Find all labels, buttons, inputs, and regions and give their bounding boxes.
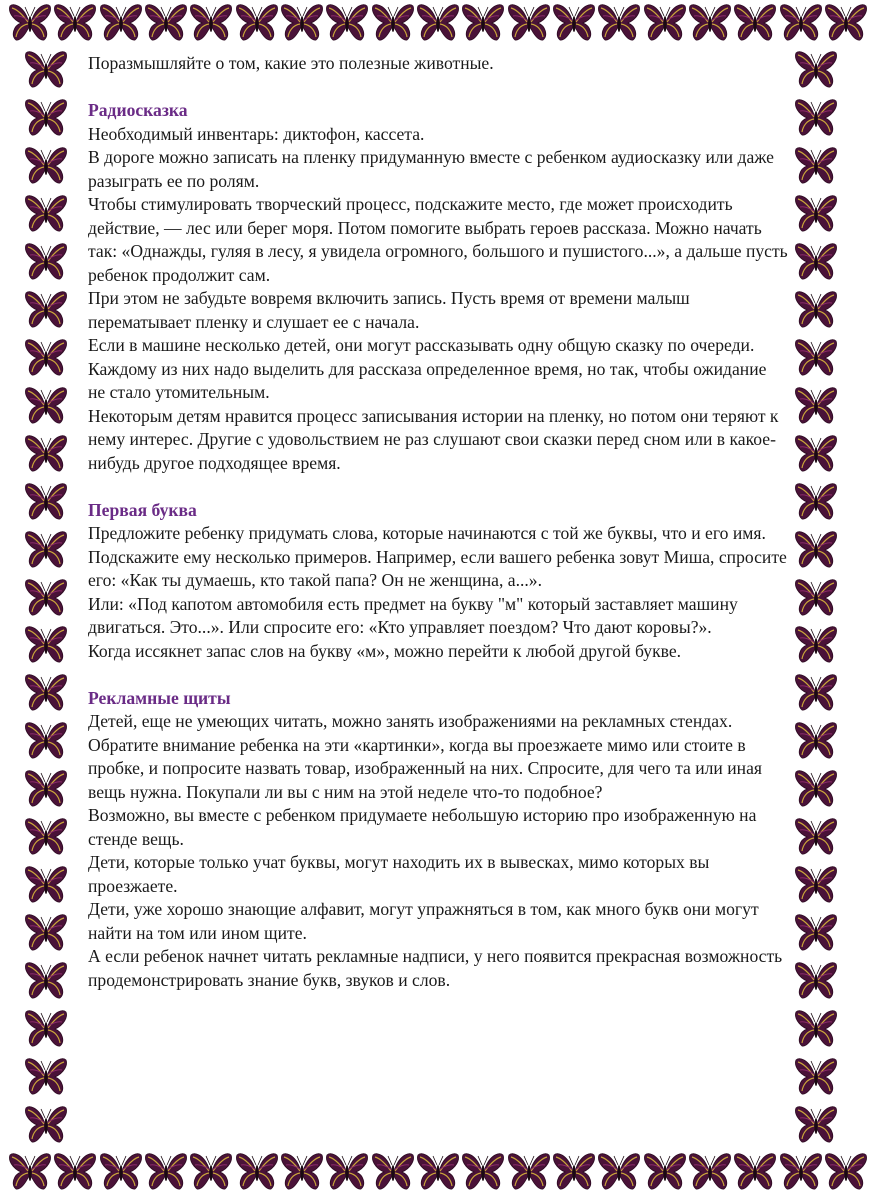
butterfly-icon <box>24 482 68 522</box>
butterfly-icon <box>99 3 143 43</box>
butterfly-icon <box>144 3 188 43</box>
paragraph: Когда иссякнет запас слов на букву «м», можно перейти к любой другой букве. <box>88 640 682 661</box>
butterfly-icon <box>24 721 68 761</box>
butterfly-icon <box>189 3 233 43</box>
butterfly-icon <box>794 338 838 378</box>
butterfly-icon <box>24 290 68 330</box>
butterfly-icon <box>416 1152 460 1192</box>
butterfly-icon <box>24 673 68 713</box>
butterfly-icon <box>24 913 68 953</box>
butterfly-icon <box>824 3 868 43</box>
butterfly-icon <box>24 98 68 138</box>
butterfly-icon <box>371 3 415 43</box>
section-heading: Радиосказка <box>88 100 188 120</box>
butterfly-icon <box>280 3 324 43</box>
section-spacer <box>88 475 788 499</box>
butterfly-icon <box>794 290 838 330</box>
butterfly-icon <box>597 1152 641 1192</box>
butterfly-icon <box>794 961 838 1001</box>
article-body <box>88 52 788 992</box>
section-heading: Рекламные щиты <box>88 687 231 708</box>
butterfly-icon <box>24 386 68 426</box>
butterfly-icon <box>733 1152 777 1192</box>
butterfly-icon <box>24 194 68 234</box>
butterfly-icon <box>794 578 838 618</box>
butterfly-icon <box>794 625 838 665</box>
section-spacer <box>88 663 788 687</box>
butterfly-icon <box>597 3 641 43</box>
paragraph: Или: «Под капотом автомобиля есть предмет на букву "м" который заставляет машину двигаться. Это...». Или спросите его: «Кто управляет поездом? Что дают коровы?». <box>88 593 738 637</box>
butterfly-icon <box>144 1152 188 1192</box>
section-spacer <box>88 76 788 100</box>
paragraph: А если ребенок начнет читать рекламные надписи, у него появится прекрасная возможность продемонстрировать знание букв, звуков и слов. <box>88 946 783 990</box>
butterfly-icon <box>24 434 68 474</box>
paragraph: Предложите ребенку придумать слова, которые начинаются с той же буквы, что и его имя. <box>88 523 766 543</box>
butterfly-icon <box>24 242 68 282</box>
paragraph: В дороге можно записать на пленку придуманную вместе с ребенком аудиосказку или даже разыграть ее по ролям. <box>88 147 774 191</box>
paragraph: При этом не забудьте вовремя включить запись. Пусть время от времени малыш перематывает пленку и слушает ее с начала. <box>88 288 690 332</box>
butterfly-icon <box>24 578 68 618</box>
butterfly-icon <box>779 1152 823 1192</box>
paragraph: Некоторым детям нравится процесс записывания истории на пленку, но потом они теряют к нему интерес. Другие с удовольствием не раз слушают свои сказки перед сном или в какое-нибудь другое подходящее время. <box>88 405 779 473</box>
butterfly-icon <box>779 3 823 43</box>
paragraph: Поразмышляйте о том, какие это полезные животные. <box>88 53 494 73</box>
butterfly-icon <box>235 1152 279 1192</box>
butterfly-icon <box>794 50 838 90</box>
butterfly-icon <box>24 338 68 378</box>
butterfly-icon <box>24 625 68 665</box>
butterfly-icon <box>461 3 505 43</box>
butterfly-icon <box>461 1152 505 1192</box>
butterfly-icon <box>794 146 838 186</box>
butterfly-icon <box>24 50 68 90</box>
butterfly-icon <box>794 817 838 857</box>
butterfly-icon <box>794 386 838 426</box>
butterfly-icon <box>552 3 596 43</box>
butterfly-icon <box>794 1009 838 1049</box>
butterfly-icon <box>794 434 838 474</box>
butterfly-icon <box>24 1057 68 1097</box>
butterfly-icon <box>552 1152 596 1192</box>
butterfly-icon <box>794 482 838 522</box>
butterfly-icon <box>99 1152 143 1192</box>
butterfly-icon <box>794 194 838 234</box>
butterfly-icon <box>280 1152 324 1192</box>
butterfly-icon <box>24 1009 68 1049</box>
butterfly-icon <box>24 817 68 857</box>
butterfly-icon <box>189 1152 233 1192</box>
paragraph: Подскажите ему несколько примеров. Например, если вашего ребенка зовут Миша, спросите его: «Как ты думаешь, кто такой папа? Он не женщина, а...». <box>88 546 787 590</box>
butterfly-icon <box>794 1105 838 1145</box>
butterfly-icon <box>794 769 838 809</box>
butterfly-icon <box>794 721 838 761</box>
butterfly-icon <box>325 1152 369 1192</box>
paragraph: Детей, еще не умеющих читать, можно занять изображениями на рекламных стендах. Обратите внимание ребенка на эти «картинки», когда вы проезжаете мимо или стоите в пробке, и попросите назвать товар, изображенный на них. Спросите, для чего та или иная вещь нужна. Покупали ли вы с ним на этой неделе что-то подобное? <box>88 711 762 802</box>
butterfly-icon <box>416 3 460 43</box>
butterfly-icon <box>53 1152 97 1192</box>
paragraph: Возможно, вы вместе с ребенком придумаете небольшую историю про изображенную на стенде вещь. <box>88 805 757 849</box>
butterfly-icon <box>688 3 732 43</box>
butterfly-icon <box>235 3 279 43</box>
paragraph: Если в машине несколько детей, они могут рассказывать одну общую сказку по очереди. Каждому из них надо выделить для рассказа определенное время, но так, чтобы ожидание не стало утомительным. <box>88 335 767 402</box>
butterfly-icon <box>325 3 369 43</box>
paragraph: Необходимый инвентарь: диктофон, кассета. <box>88 123 425 144</box>
butterfly-icon <box>24 146 68 186</box>
section-heading: Первая буква <box>88 499 197 520</box>
paragraph: Дети, которые только учат буквы, могут находить их в вывесках, мимо которых вы проезжаете. <box>88 852 710 896</box>
butterfly-icon <box>507 1152 551 1192</box>
butterfly-icon <box>24 769 68 809</box>
butterfly-icon <box>794 98 838 138</box>
butterfly-icon <box>794 242 838 282</box>
butterfly-icon <box>24 961 68 1001</box>
butterfly-icon <box>371 1152 415 1192</box>
butterfly-icon <box>643 1152 687 1192</box>
butterfly-icon <box>8 1152 52 1192</box>
paragraph: Дети, уже хорошо знающие алфавит, могут упражняться в том, как много букв они могут найти на том или ином щите. <box>88 899 759 943</box>
butterfly-icon <box>24 1105 68 1145</box>
butterfly-icon <box>688 1152 732 1192</box>
butterfly-icon <box>8 3 52 43</box>
paragraph: Чтобы стимулировать творческий процесс, подскажите место, где может происходить действие, — лес или берег моря. Потом помогите выбрать героев рассказа. Можно начать так: «Однажды, гуляя в лесу, я увидела огромного, большого и пушистого...», а дальше пусть ребенок продолжит сам. <box>88 194 788 285</box>
butterfly-icon <box>643 3 687 43</box>
butterfly-icon <box>794 913 838 953</box>
butterfly-icon <box>794 865 838 905</box>
butterfly-icon <box>733 3 777 43</box>
butterfly-icon <box>53 3 97 43</box>
butterfly-icon <box>824 1152 868 1192</box>
butterfly-icon <box>24 530 68 570</box>
butterfly-icon <box>794 673 838 713</box>
butterfly-icon <box>507 3 551 43</box>
butterfly-icon <box>24 865 68 905</box>
butterfly-icon <box>794 1057 838 1097</box>
butterfly-icon <box>794 530 838 570</box>
